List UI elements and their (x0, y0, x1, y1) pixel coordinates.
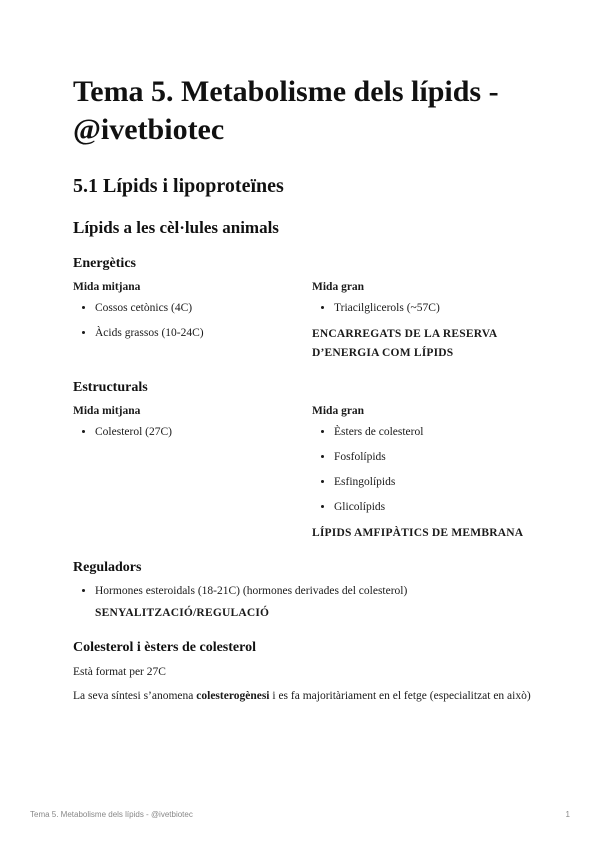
bullet-list (312, 425, 533, 514)
list-item: • Àcids grassos (10-24C) (95, 326, 312, 340)
document-title: Tema 5. Metabolisme dels lípids - @ivetbiotec (73, 75, 499, 146)
list-item: • Colesterol (27C) (95, 425, 312, 439)
paragraph (73, 687, 533, 705)
column-heading: Mida gran (312, 281, 365, 293)
bold-term: colesterogènesi (196, 690, 270, 702)
list-item: • Fosfolípids (334, 450, 533, 464)
paragraph: Està format per 27C (73, 666, 166, 678)
bullet-list (73, 301, 312, 340)
list-item: • Triacilglicerols (~57C) (334, 301, 533, 315)
energetics-heading: Energètics (73, 256, 136, 271)
list-item: • Esfingolípids (334, 475, 533, 489)
energetics-right-column (312, 280, 533, 363)
list-item: • Glicolípids (334, 500, 533, 514)
footer-title: Tema 5. Metabolisme dels lípids - @ivetbiotec (30, 810, 193, 819)
list-item: • Cossos cetònics (4C) (95, 301, 312, 315)
text-run: i es fa majoritàriament en el fetge (especialitzat en això) (269, 690, 531, 702)
list-item: • Èsters de colesterol (334, 425, 533, 439)
text-run: La seva síntesi s’anomena (73, 690, 197, 702)
structurals-columns (73, 404, 533, 543)
structurals-heading: Estructurals (73, 380, 148, 395)
emphasis-note: ENCARREGATS DE LA RESERVA D’ENERGIA COM LÍPIDS (312, 328, 497, 359)
column-heading: Mida mitjana (73, 405, 141, 417)
cholesterol-heading: Colesterol i èsters de colesterol (73, 640, 256, 655)
cholesterol-body (73, 663, 533, 705)
subsection-heading: Lípids a les cèl·lules animals (73, 218, 279, 237)
bullet-list (73, 584, 533, 598)
energetics-left-column (73, 280, 312, 363)
bullet-list (73, 425, 312, 439)
structurals-right-column (312, 404, 533, 543)
page-content (73, 73, 533, 705)
energetics-columns (73, 280, 533, 363)
bullet-list (312, 301, 533, 315)
column-heading: Mida mitjana (73, 281, 141, 293)
column-heading: Mida gran (312, 405, 365, 417)
structurals-left-column (73, 404, 312, 543)
page-number: 1 (565, 810, 570, 819)
regulators-heading: Reguladors (73, 560, 142, 575)
emphasis-note: SENYALITZACIÓ/REGULACIÓ (95, 607, 270, 619)
list-item: • Hormones esteroidals (18-21C) (hormones derivades del colesterol) (95, 584, 533, 598)
emphasis-note: LÍPIDS AMFIPÀTICS DE MEMBRANA (312, 527, 524, 539)
regulators-block (73, 584, 533, 623)
section-heading: 5.1 Lípids i lipoproteïnes (73, 175, 284, 197)
page-footer (30, 810, 570, 819)
